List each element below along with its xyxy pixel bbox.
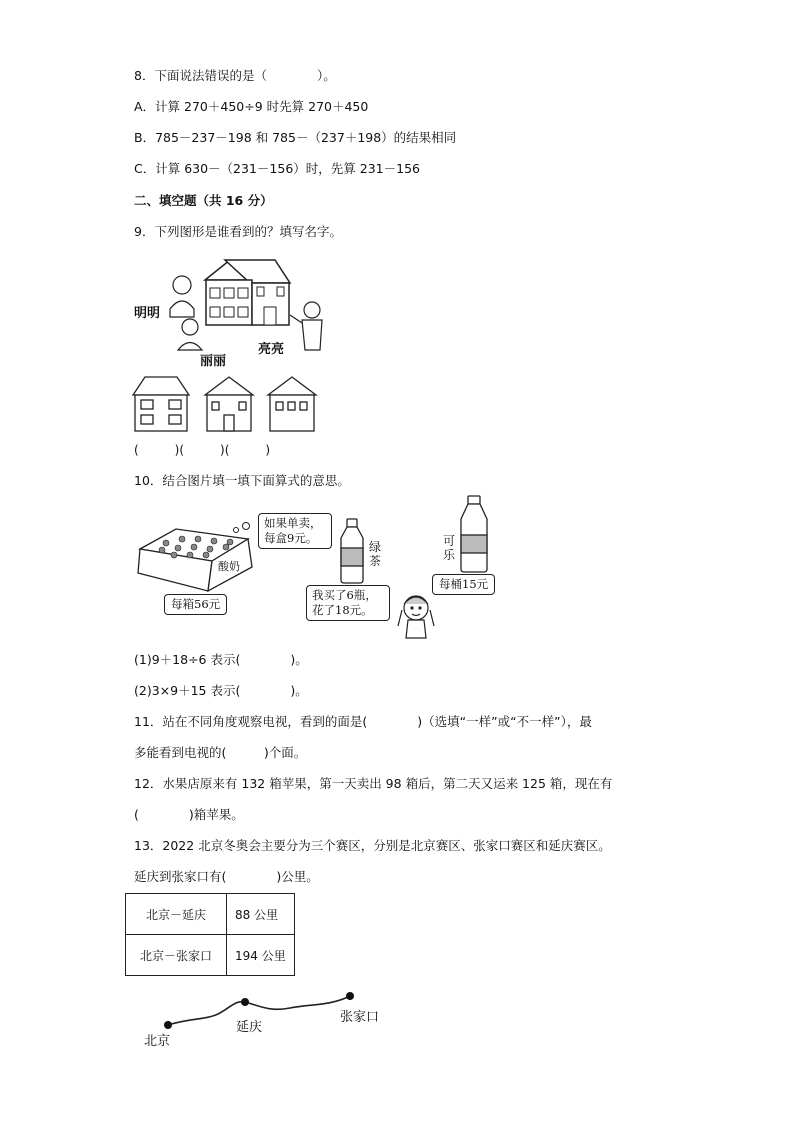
table-row xyxy=(126,894,295,935)
q10-sub2: (2)3×9＋15 表示( )。 xyxy=(134,683,308,698)
cola-label: 可乐 xyxy=(442,534,455,562)
route-cell: 北京－延庆 xyxy=(126,894,227,935)
q13-line1: 13．2022 北京冬奥会主要分为三个赛区，分别是北京赛区、张家口赛区和延庆赛区。 xyxy=(134,838,611,853)
green-tea-bottle xyxy=(338,518,366,584)
q10-stem: 10．结合图片填一填下面算式的意思。 xyxy=(134,473,350,488)
q10-sub1: (1)9＋18÷6 表示( )。 xyxy=(134,652,308,667)
q8-stem: 8．下面说法错误的是（ ）。 xyxy=(134,68,336,83)
map-label-yanqing: 延庆 xyxy=(236,1020,263,1035)
q8-option-a: A．计算 270＋450÷9 时先算 270＋450 xyxy=(134,99,369,114)
q9-name-mingming: 明明 xyxy=(134,306,161,321)
q11-line1: 11．站在不同角度观察电视，看到的面是( )（选填“一样”或“不一样”），最 xyxy=(134,714,592,729)
q8-option-b: B．785－237－198 和 785－（237＋198）的结果相同 xyxy=(134,130,457,145)
green-tea-label: 绿茶 xyxy=(368,540,381,568)
girl-figure xyxy=(396,590,436,640)
map-label-zhangjiakou: 张家口 xyxy=(340,1010,380,1025)
q9-stem: 9．下列图形是谁看到的？填写名字。 xyxy=(134,224,342,239)
speech-line-2: 花了18元。 xyxy=(312,603,373,617)
thought-line-2: 每盒9元。 xyxy=(264,531,318,545)
q12-line1: 12．水果店原来有 132 箱苹果，第一天卖出 98 箱后，第二天又运来 125 箱，现在有 xyxy=(134,776,613,791)
route-cell: 北京－张家口 xyxy=(126,935,227,976)
q9-name-liangliang: 亮亮 xyxy=(258,342,285,357)
speech-line-1: 我买了6瓶， xyxy=(312,588,377,602)
distance-cell: 88 公里 xyxy=(227,894,295,935)
q9-house-views xyxy=(133,375,318,433)
q8-option-c: C．计算 630－（231－156）时，先算 231－156 xyxy=(134,161,420,176)
thought-line-1: 如果单卖， xyxy=(264,516,322,530)
distance-cell: 194 公里 xyxy=(227,935,295,976)
cola-price-tag: 每桶15元 xyxy=(432,574,495,595)
cola-bottle xyxy=(458,495,490,573)
q11-line2: 多能看到电视的( )个面。 xyxy=(134,745,307,760)
section-heading: 二、填空题（共 16 分） xyxy=(134,193,273,208)
yogurt-label: 酸奶 xyxy=(218,560,240,573)
box-price-tag: 每箱56元 xyxy=(164,594,227,615)
q9-house-scene xyxy=(130,255,340,360)
thought-bubble xyxy=(258,513,332,549)
q9-answer-blanks[interactable]: ( )( )( ) xyxy=(134,443,271,457)
map-label-beijing: 北京 xyxy=(144,1034,171,1049)
table-row xyxy=(126,935,295,976)
speech-bubble xyxy=(306,585,390,621)
q13-line2: 延庆到张家口有( )公里。 xyxy=(134,869,319,884)
q9-name-lili: 丽丽 xyxy=(200,354,227,369)
q12-line2: ( )箱苹果。 xyxy=(134,807,244,822)
thought-dots xyxy=(232,520,256,534)
distance-table xyxy=(125,893,295,976)
